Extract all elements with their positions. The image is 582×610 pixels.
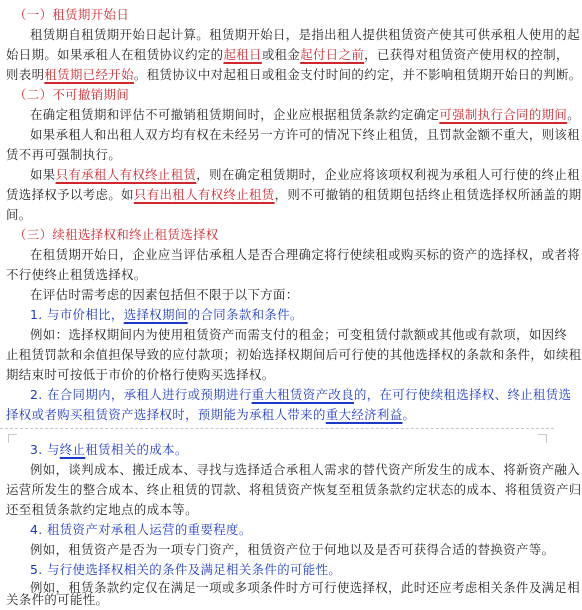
text: 的合同条款和条件。 xyxy=(187,307,303,322)
paragraph-line: 租赁期自租赁期开始日起计算。租赁期开始日，是指出租人提供租赁资产使其可供承租人使用的起 xyxy=(30,27,580,42)
text: 则表明 xyxy=(6,67,45,82)
paragraph-line: 间。 xyxy=(6,207,32,222)
list-item-1 xyxy=(30,305,303,325)
text: 始日期。如果承租人在租赁协议约定的 xyxy=(6,47,224,62)
highlight-text: 重大经济利益 xyxy=(325,407,403,422)
paragraph-line: 还至租赁条款约定地点的成本等。 xyxy=(6,502,198,517)
paragraph-line xyxy=(6,65,582,85)
text: ，已获得对租赁资产使用权的控制， xyxy=(364,47,569,62)
text: 赁选择权予以考虑。如 xyxy=(6,187,134,202)
highlight-text: 租赁期已经开始 xyxy=(44,67,134,82)
list-item-2 xyxy=(30,385,571,405)
text: 1. 与市价相比， xyxy=(30,307,124,322)
text: 择权或者购买租赁资产选择权时，预期能为承租人带来的 xyxy=(6,407,326,422)
list-item-5: 5. 与行使选择权相关的条件及满足相关条件的可能性。 xyxy=(30,562,342,577)
paragraph-line: 例如，租赁资产是否为一项专门资产，租赁资产位于何地以及是否可获得合适的替换资产等。 xyxy=(30,542,555,557)
text: 或租金 xyxy=(261,47,301,62)
list-item-4: 4. 租赁资产对承租人运营的重要程度。 xyxy=(30,522,252,537)
heading-lease-commencement: （一）租赁期开始日 xyxy=(14,7,130,22)
paragraph-line: 关条件的可能性。 xyxy=(6,592,109,607)
highlight-text: 只有出租人有权终止租赁 xyxy=(133,187,275,202)
corner-mark xyxy=(8,434,17,443)
paragraph-line: 不行使终止租赁选择权。 xyxy=(6,267,147,282)
paragraph-line: 在评估时需考虑的因素包括但不限于以下方面： xyxy=(30,287,299,302)
paragraph-line: 期结束时可按低于市价的价格行使购买选择权。 xyxy=(6,367,275,382)
paragraph-line: 例如，租赁条款约定仅在满足一项或多项条件时方可行使选择权，此时还应考虑相关条件及满足相 xyxy=(30,580,580,595)
text: 2. 在合同期内，承租人进行或预期进行 xyxy=(30,387,252,402)
paragraph-line xyxy=(30,105,580,125)
paragraph-line: 止租赁罚款和余值担保导致的应付款项；初始选择权期间后可行使的其他选择权的条款和条件，如续租 xyxy=(6,347,582,362)
text: 。 xyxy=(567,107,581,122)
text: 。租赁协议中对起租日或租金支付时间的约定，并不影响租赁期开始日的判断。 xyxy=(133,67,582,82)
text: 在确定租赁期和评估不可撤销租赁期间时，企业应根据租赁条款约定确定 xyxy=(30,107,440,122)
page-divider xyxy=(0,428,554,430)
text: ，则不可撤销的租赁期包括终止租赁选择权所涵盖的期 xyxy=(274,187,582,202)
paragraph-line xyxy=(6,45,569,65)
paragraph-line xyxy=(30,165,580,185)
text: 的，在可行使续租选择权、终止租赁选 xyxy=(353,387,572,402)
text: 如果 xyxy=(30,167,56,182)
highlight-text: 起租日 xyxy=(223,47,262,62)
highlight-text: 终止 xyxy=(59,442,86,457)
highlight-text: 只有承租人有权终止租赁 xyxy=(55,167,197,182)
paragraph-line: 在租赁期开始日，企业应当评估承租人是否合理确定将行使续租或购买标的资产的选择权，或者将 xyxy=(30,247,580,262)
paragraph-line: 例如，谈判成本、搬迁成本、寻找与选择适合承租人需求的替代资产所发生的成本、将新资产融入 xyxy=(30,462,580,477)
list-item-2-continued xyxy=(6,405,415,425)
highlight-text: 重大租赁资产改良 xyxy=(251,387,354,402)
heading-non-cancellable-period: （二）不可撤销期间 xyxy=(14,87,130,102)
highlight-text: 选择权期间 xyxy=(123,307,188,322)
paragraph-line: 例如：选择权期间内为使用租赁资产而需支付的租金；可变租赁付款额或其他或有款项，如因终 xyxy=(30,327,568,342)
paragraph-line: 如果承租人和出租人双方均有权在未经另一方许可的情况下终止租赁，且罚款金额不重大，则该租 xyxy=(30,127,580,142)
text: 。 xyxy=(402,407,416,422)
corner-mark xyxy=(538,434,547,443)
list-item-3 xyxy=(30,440,188,460)
highlight-text: 可强制执行合同的期间 xyxy=(439,107,568,122)
text: 租赁相关的成本。 xyxy=(85,442,188,457)
text: ，则在确定租赁期时，企业应将该项权利视为承租人可行使的终止租 xyxy=(196,167,581,182)
paragraph-line: 赁不再可强制执行。 xyxy=(6,147,122,162)
text: 3. 与 xyxy=(30,442,60,457)
paragraph-line: 运营所发生的整合成本、终止租赁的罚款、将租赁资产恢复至租赁条款约定状态的成本、将租赁资产归 xyxy=(6,482,582,497)
paragraph-line xyxy=(6,185,582,205)
highlight-text: 起付日之前 xyxy=(300,47,365,62)
heading-renewal-termination-options: （三）续租选择权和终止租赁选择权 xyxy=(14,227,219,242)
